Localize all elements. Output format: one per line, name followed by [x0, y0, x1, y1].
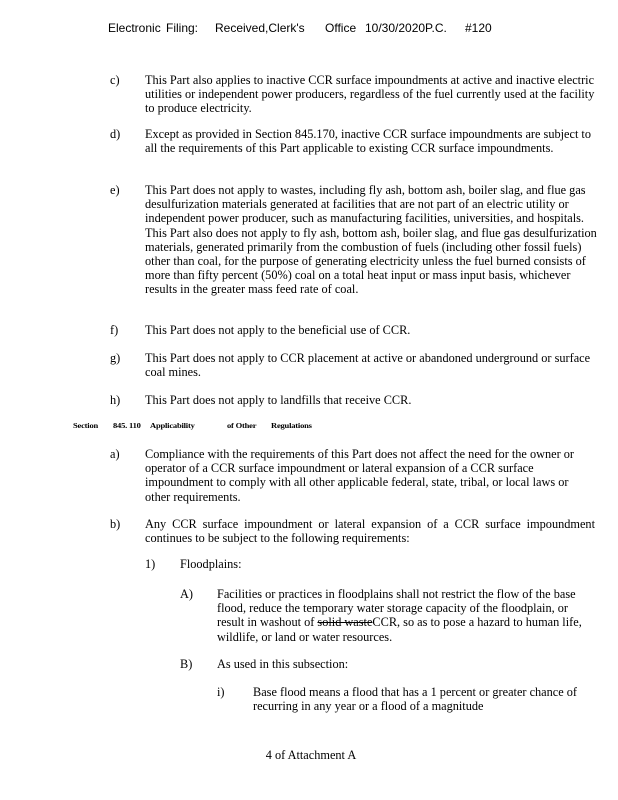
page-footer: 4 of Attachment A — [265, 748, 357, 762]
header-number: #120 — [465, 21, 492, 35]
item-text: Floodplains: — [180, 557, 242, 571]
item-label: e) — [110, 183, 120, 197]
item-label: a) — [110, 447, 120, 461]
item-text: This Part does not apply to CCR placement at active or abandoned underground or surface coal mines. — [145, 351, 591, 380]
header-electronic: Electronic — [108, 21, 161, 35]
item-label: 1) — [145, 557, 156, 571]
header-filing: Filing: — [166, 21, 199, 35]
header-received: Received,Clerk's — [215, 21, 305, 35]
item-text: Facilities or practices in floodplains shall not restrict the flow of the base flood, reduce the temporary water storage capacity of the floodplain, or result in washout of solid wasteCCR, so as to pose a hazard to human life, wildlife, or land or water resources. — [217, 587, 582, 644]
item-text: Any CCR surface impoundment or lateral expansion of a CCR surface impoundment continues to be subject to the following requirements: — [145, 517, 595, 546]
item-text: This Part does not apply to landfills that receive CCR. — [145, 393, 412, 407]
item-label: A) — [180, 587, 193, 601]
header-office: Office — [325, 21, 357, 35]
item-text: Compliance with the requirements of this Part does not affect the need for the owner or operator of a CCR surface impoundment or lateral expansion of a CCR surface impoundment to comply with all other applicable federal, state, tribal, or local laws or other requirements. — [145, 447, 575, 504]
item-text: This Part does not apply to wastes, including fly ash, bottom ash, boiler slag, and flue gas desulfurization materials generated at facilities that are not part of an electric utility or independent power producer, such as manufacturing facilities, universities, and hospitals. This Part also does not apply to fly ash, bottom ash, boiler slag, and flue gas desulfurization materials, generated primarily from the combustion of fuels (including other fossil fuels) other than coal, for the purpose of generating electricity unless the fuel burned consists of more than fifty percent (50%) coal on a total heat input or mass input basis, whichever results in the greater mass feed rate of coal. — [145, 183, 597, 297]
item-text: As used in this subsection: — [217, 657, 349, 671]
item-text: Except as provided in Section 845.170, inactive CCR surface impoundments are subject to all the requirements of this Part applicable to existing CCR surface impoundments. — [145, 127, 592, 156]
header-date: 10/30/2020P.C. — [365, 21, 447, 35]
item-label: h) — [110, 393, 121, 407]
item-label: b) — [110, 517, 121, 531]
item-label: c) — [110, 73, 120, 87]
item-text: This Part does not apply to the beneficial use of CCR. — [145, 323, 411, 337]
item-label: B) — [180, 657, 193, 671]
struck-text: solid waste — [317, 615, 373, 630]
item-label: d) — [110, 127, 121, 141]
item-label: i) — [217, 685, 225, 699]
item-label: g) — [110, 351, 121, 365]
item-text: Base flood means a flood that has a 1 percent or greater chance of recurring in any year or a flood of a magnitude — [253, 685, 578, 714]
item-label: f) — [110, 323, 119, 337]
item-text: This Part also applies to inactive CCR surface impoundments at active and inactive electric utilities or independent power producers, regardless of the fuel currently used at the facility to produce electricity. — [145, 73, 595, 116]
